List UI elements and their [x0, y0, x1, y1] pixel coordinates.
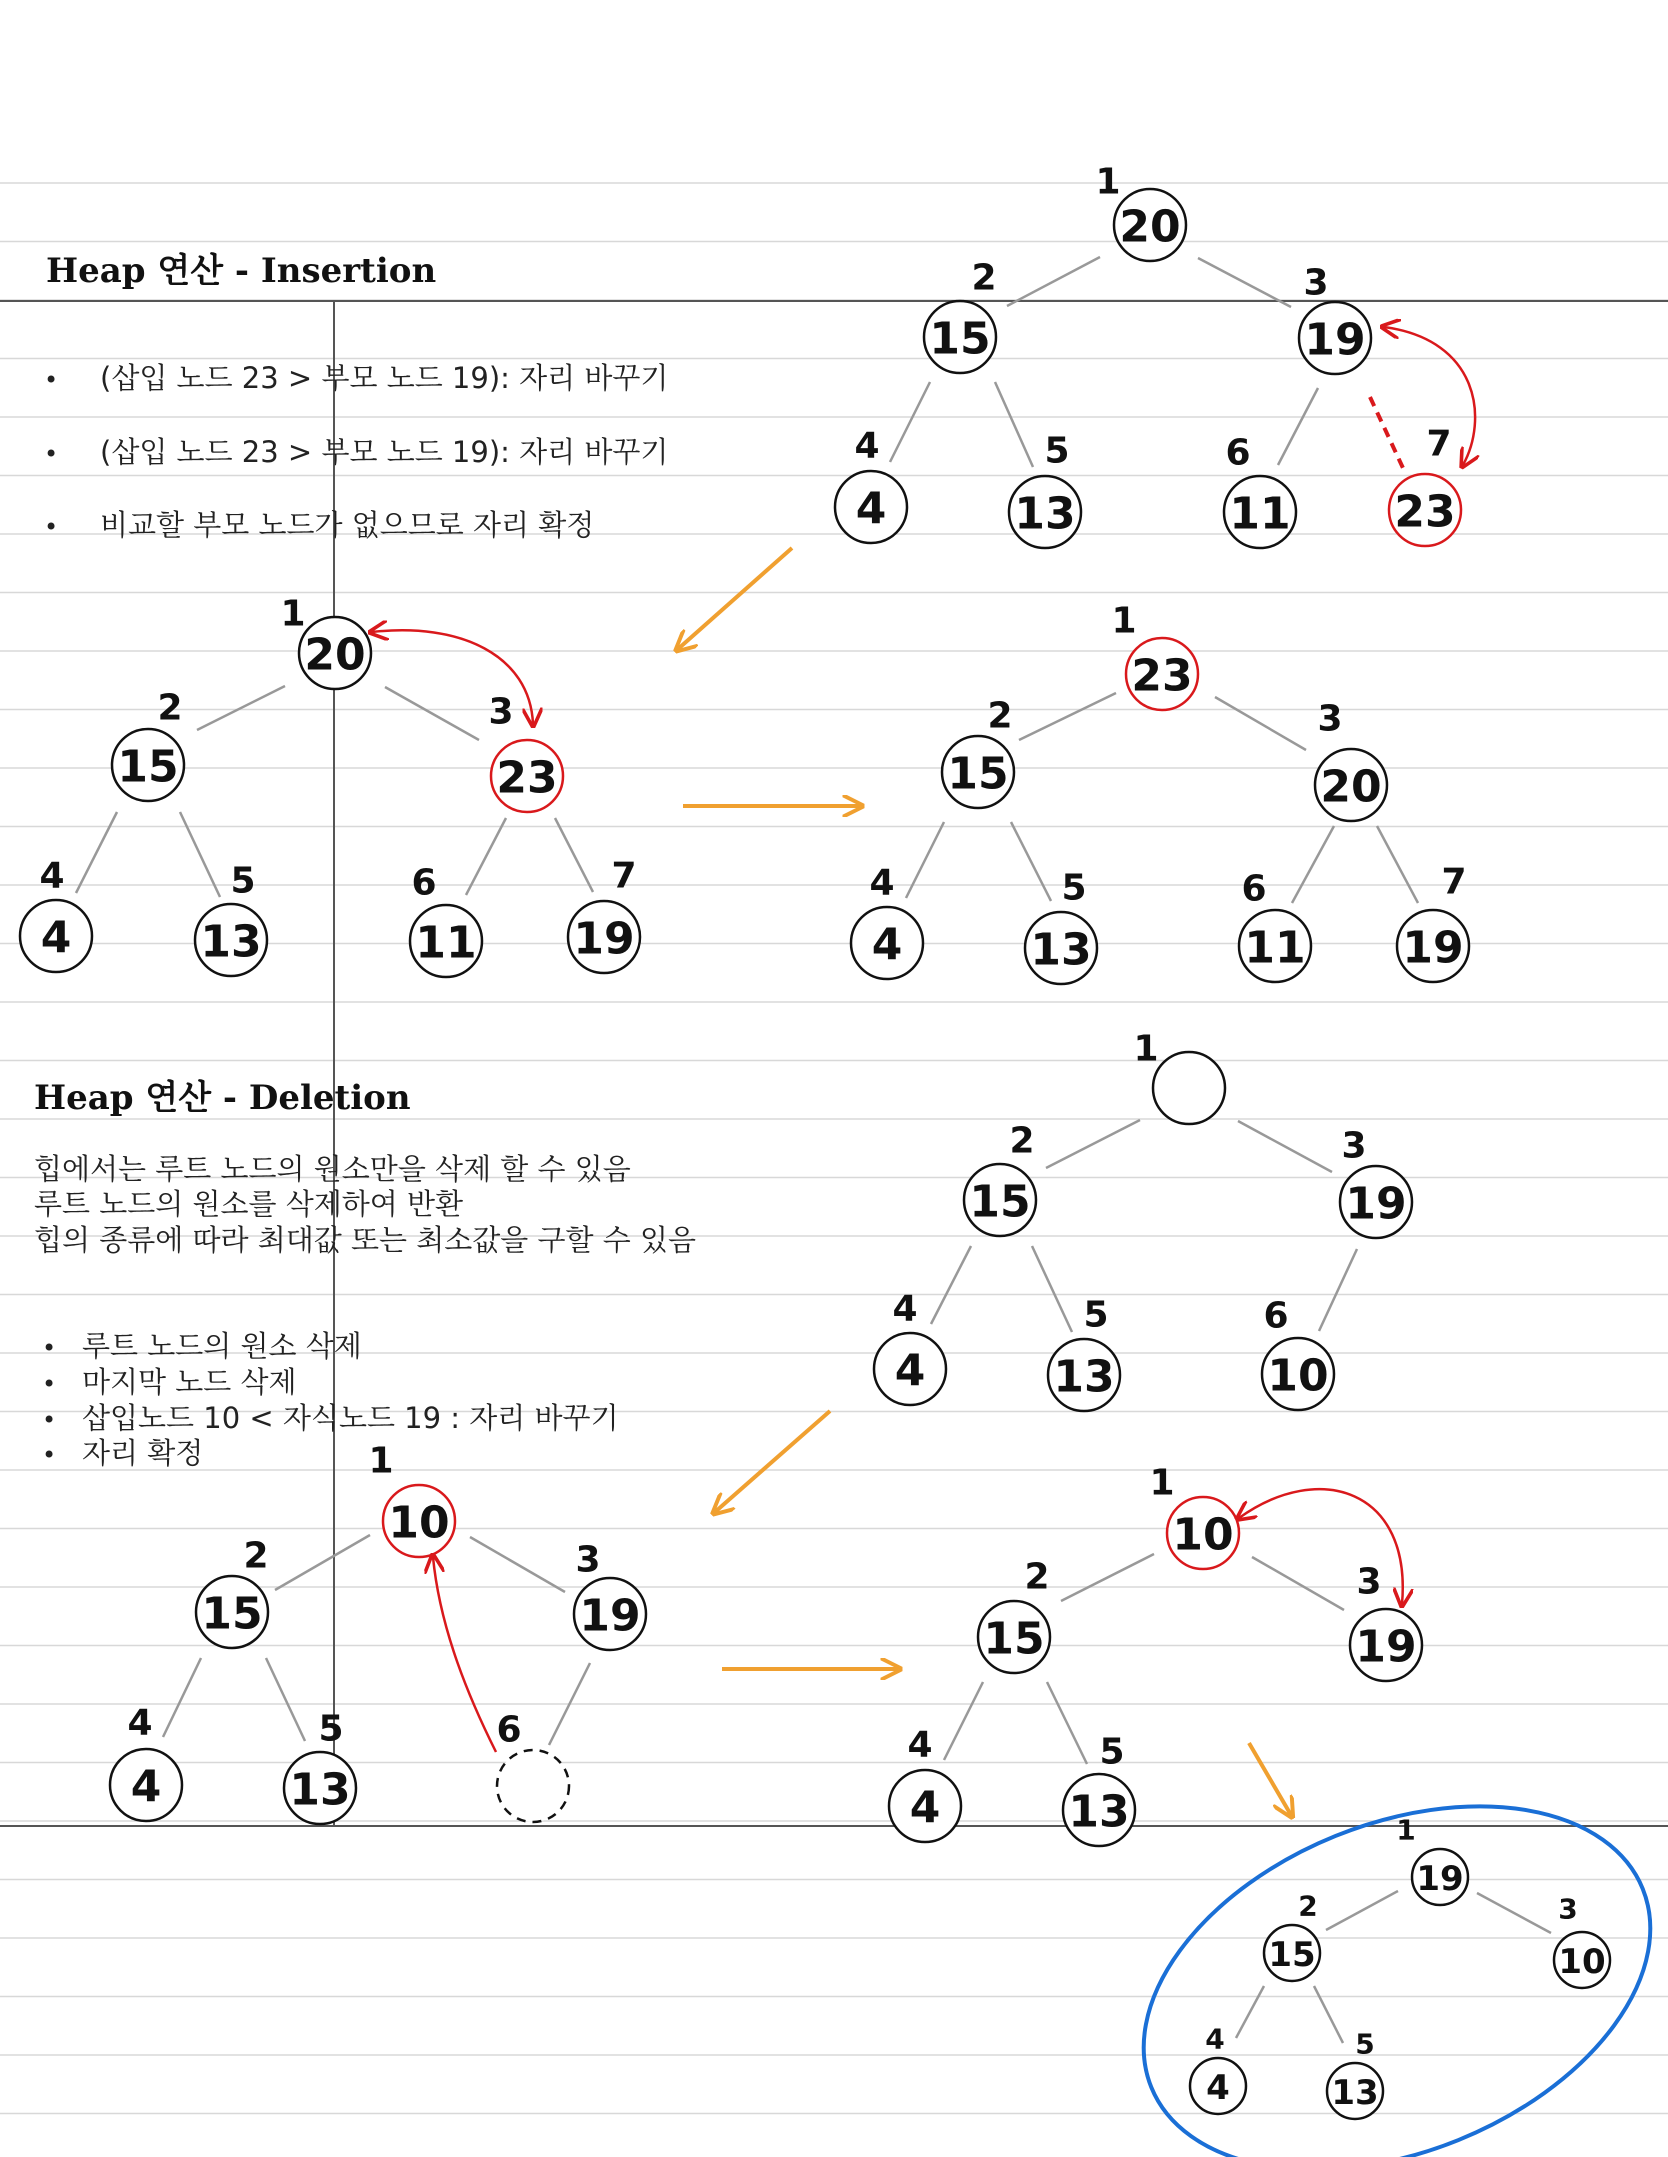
node-value: 19	[1355, 1621, 1417, 1673]
node-index-label: 2	[1024, 1556, 1050, 1598]
heap-node	[410, 863, 482, 978]
heap-node	[1396, 1814, 1468, 1906]
tree-edge	[197, 686, 285, 730]
node-index-label: 3	[1341, 1125, 1367, 1167]
heap-node	[874, 1289, 946, 1406]
heap-node	[368, 1441, 455, 1558]
heap-node	[280, 594, 371, 690]
node-index-label: 2	[1009, 1120, 1035, 1162]
node-value: 10	[1172, 1509, 1234, 1561]
swap-dashed-link	[1370, 397, 1403, 468]
node-value: 11	[1229, 488, 1291, 540]
ruled-paper-lines	[0, 183, 1668, 2114]
deletion-bullet-4: 자리 확정	[82, 1436, 204, 1470]
node-value: 15	[983, 1613, 1045, 1665]
heap-node	[568, 856, 640, 974]
node-value: 10	[388, 1497, 450, 1549]
deletion-desc-1: 힙에서는 루트 노드의 원소만을 삭제 할 수 있음	[34, 1152, 631, 1186]
node-index-label: 4	[892, 1288, 918, 1330]
node-index-label: 4	[127, 1702, 153, 1744]
node-circle	[1153, 1052, 1225, 1124]
node-index-label: 4	[869, 862, 895, 904]
insertion-bullet-1: (삽입 노드 23 > 부모 노드 19): 자리 바꾸기	[100, 361, 669, 395]
node-value: 13	[1053, 1351, 1115, 1403]
heap-node	[20, 856, 92, 973]
node-index-label: 5	[230, 860, 256, 902]
heap-node	[1554, 1893, 1610, 1989]
heap-node	[1095, 162, 1186, 262]
node-value: 20	[304, 629, 366, 681]
deletion-bullet-1: 루트 노드의 원소 삭제	[82, 1329, 362, 1363]
text-layer	[34, 251, 696, 1470]
tree-edge	[1007, 257, 1100, 306]
node-index-label: 4	[1205, 2022, 1225, 2056]
heap-node	[1397, 862, 1469, 983]
heap-node	[1315, 699, 1387, 822]
tree-edge	[1011, 822, 1051, 901]
step-arrow-down-left	[678, 548, 792, 649]
heap-node	[1264, 1890, 1320, 1982]
node-index-label: 1	[1095, 161, 1121, 203]
heap-tree-deletion-step-3	[889, 1463, 1422, 1847]
node-value: 19	[1416, 1859, 1464, 1899]
tree-edge	[1477, 1893, 1551, 1933]
node-index-label: 5	[318, 1708, 344, 1750]
tree-edge	[1061, 1554, 1154, 1601]
heap-node	[1262, 1296, 1334, 1411]
node-index-label: 1	[368, 1440, 394, 1482]
node-index-label: 4	[854, 425, 880, 467]
node-index-label: 5	[1044, 430, 1070, 472]
tree-edge	[1377, 826, 1418, 903]
node-index-label: 6	[1225, 432, 1251, 474]
node-value: 10	[1558, 1942, 1606, 1982]
node-index-label: 7	[1426, 423, 1452, 465]
heap-node	[112, 688, 184, 802]
node-value: 23	[496, 752, 558, 804]
node-index-label: 7	[611, 855, 637, 897]
node-index-label: 2	[157, 687, 183, 729]
tree-edge	[1252, 1557, 1344, 1610]
deletion-desc-3: 힙의 종류에 따라 최대값 또는 최소값을 구할 수 있음	[34, 1223, 697, 1257]
heap-node	[924, 258, 997, 374]
tree-edge	[1046, 1120, 1140, 1168]
node-index-label: 5	[1061, 867, 1087, 909]
node-value: 4	[130, 1761, 162, 1813]
tree-edge	[995, 382, 1033, 467]
bullet-dot: •	[44, 440, 59, 468]
tree-edge	[1319, 1249, 1357, 1331]
node-index-label: 2	[971, 257, 997, 299]
node-index-label: 6	[496, 1709, 522, 1751]
node-value: 19	[1402, 922, 1464, 974]
node-index-label: 1	[280, 593, 306, 635]
node-circle	[497, 1750, 569, 1822]
tree-edge	[1236, 1986, 1264, 2038]
deletion-title: Heap 연산 - Deletion	[34, 1078, 411, 1118]
node-value: 11	[1244, 922, 1306, 974]
tree-edge	[1314, 1986, 1343, 2043]
tree-edge	[470, 1537, 565, 1592]
tree-edge	[1238, 1121, 1332, 1172]
step-arrow-down-right	[1249, 1743, 1291, 1815]
node-index-label: 3	[1303, 262, 1329, 304]
heap-node	[195, 861, 267, 977]
node-index-label: 1	[1133, 1028, 1159, 1070]
node-value: 4	[894, 1345, 926, 1397]
node-value: 10	[1267, 1350, 1329, 1402]
heap-node	[889, 1725, 961, 1843]
node-index-label: 2	[1298, 1889, 1318, 1923]
node-index-label: 1	[1111, 600, 1137, 642]
heap-node	[1111, 601, 1198, 711]
tree-edge	[275, 1535, 370, 1590]
tree-edge	[1292, 826, 1334, 903]
heap-node	[1327, 2028, 1383, 2120]
heap-tree-insertion-step-1	[835, 162, 1461, 549]
deletion-bullet-3: 삽입노드 10 < 자식노드 19 : 자리 바꾸기	[82, 1401, 619, 1435]
heap-node	[835, 426, 907, 544]
node-value: 4	[40, 912, 72, 964]
node-value: 19	[1304, 314, 1366, 366]
node-value: 4	[1206, 2068, 1230, 2108]
insertion-bullet-3: 비교할 부모 노드가 없으므로 자리 확정	[100, 508, 595, 542]
node-index-label: 2	[987, 695, 1013, 737]
node-value: 19	[573, 913, 635, 965]
node-value: 15	[947, 748, 1009, 800]
node-index-label: 6	[411, 862, 437, 904]
heap-node	[942, 696, 1014, 809]
tree-edge	[555, 818, 593, 892]
node-index-label: 3	[1558, 1892, 1578, 1926]
node-value: 4	[855, 483, 887, 535]
node-value: 19	[1345, 1178, 1407, 1230]
node-index-label: 5	[1083, 1294, 1109, 1336]
heap-node	[196, 1536, 269, 1649]
node-value: 13	[1030, 924, 1092, 976]
node-value: 15	[201, 1588, 263, 1640]
step-arrow-down-left	[715, 1411, 830, 1512]
node-value: 15	[117, 741, 179, 793]
heap-node	[964, 1121, 1036, 1237]
node-value: 13	[200, 916, 262, 968]
tree-edge	[1215, 697, 1306, 750]
bullet-dot: •	[42, 1370, 57, 1398]
heap-node	[1299, 263, 1371, 375]
heap-tree-insertion-step-3	[851, 601, 1469, 985]
bullet-dot: •	[44, 366, 59, 394]
node-index-label: 3	[575, 1539, 601, 1581]
tree-edge	[906, 822, 944, 898]
node-index-label: 1	[1396, 1813, 1416, 1847]
node-value: 20	[1320, 761, 1382, 813]
node-index-label: 1	[1149, 1462, 1175, 1504]
node-index-label: 4	[907, 1724, 933, 1766]
node-index-label: 7	[1441, 861, 1467, 903]
heap-node	[1063, 1732, 1135, 1847]
heap-node	[1149, 1463, 1239, 1570]
tree-edge	[1278, 388, 1318, 465]
deletion-bullet-2: 마지막 노드 삭제	[82, 1365, 297, 1399]
bullet-dot: •	[42, 1334, 57, 1362]
node-value: 13	[289, 1764, 351, 1816]
insertion-bullet-2: (삽입 노드 23 > 부모 노드 19): 자리 바꾸기	[100, 435, 669, 469]
heap-node	[1389, 424, 1461, 547]
heap-node	[1133, 1029, 1225, 1125]
tree-edge	[466, 818, 506, 895]
node-index-label: 5	[1099, 1731, 1125, 1773]
node-index-label: 6	[1263, 1295, 1289, 1337]
node-value: 4	[871, 919, 903, 971]
bullet-dot: •	[42, 1406, 57, 1434]
bullet-dot: •	[42, 1441, 57, 1469]
node-value: 4	[909, 1782, 941, 1834]
node-index-label: 3	[1317, 698, 1343, 740]
tree-edge	[1326, 1891, 1398, 1930]
heap-tree-deletion-step-2	[110, 1441, 646, 1825]
tree-edge	[385, 687, 479, 740]
node-index-label: 3	[488, 691, 514, 733]
heap-node	[574, 1540, 646, 1651]
bullet-dot: •	[44, 513, 59, 541]
deletion-desc-2: 루트 노드의 원소를 삭제하여 반환	[34, 1187, 464, 1221]
node-value: 13	[1331, 2073, 1379, 2113]
tree-edge	[890, 382, 930, 462]
node-value: 15	[969, 1176, 1031, 1228]
node-index-label: 6	[1241, 868, 1267, 910]
tree-edge	[931, 1246, 971, 1324]
tree-edge	[76, 812, 117, 893]
tree-edge	[1047, 1682, 1087, 1764]
heap-node	[1048, 1295, 1120, 1412]
node-index-label: 3	[1356, 1561, 1382, 1603]
node-value: 19	[579, 1590, 641, 1642]
tree-edge	[1019, 693, 1116, 740]
node-index-label: 4	[39, 855, 65, 897]
tree-edge	[266, 1658, 305, 1741]
node-value: 23	[1394, 486, 1456, 538]
heap-node	[978, 1557, 1050, 1674]
tree-edge	[163, 1658, 201, 1737]
node-value: 13	[1068, 1786, 1130, 1838]
heap-node	[284, 1709, 356, 1825]
heap-node	[1009, 431, 1081, 549]
insertion-title: Heap 연산 - Insertion	[46, 251, 437, 291]
node-value: 15	[1268, 1935, 1316, 1975]
tree-edge	[944, 1682, 983, 1760]
node-value: 13	[1014, 488, 1076, 540]
node-value: 20	[1119, 201, 1181, 253]
heap-tree-deletion-result	[1190, 1814, 1610, 2120]
heap-node	[851, 863, 923, 980]
node-value: 11	[415, 917, 477, 969]
node-index-label: 2	[243, 1535, 269, 1577]
heap-node	[1340, 1126, 1412, 1239]
heap-node	[1350, 1562, 1422, 1682]
node-value: 15	[929, 313, 991, 365]
node-index-label: 5	[1355, 2027, 1375, 2061]
tree-edge	[1032, 1246, 1072, 1332]
node-value: 23	[1131, 650, 1193, 702]
